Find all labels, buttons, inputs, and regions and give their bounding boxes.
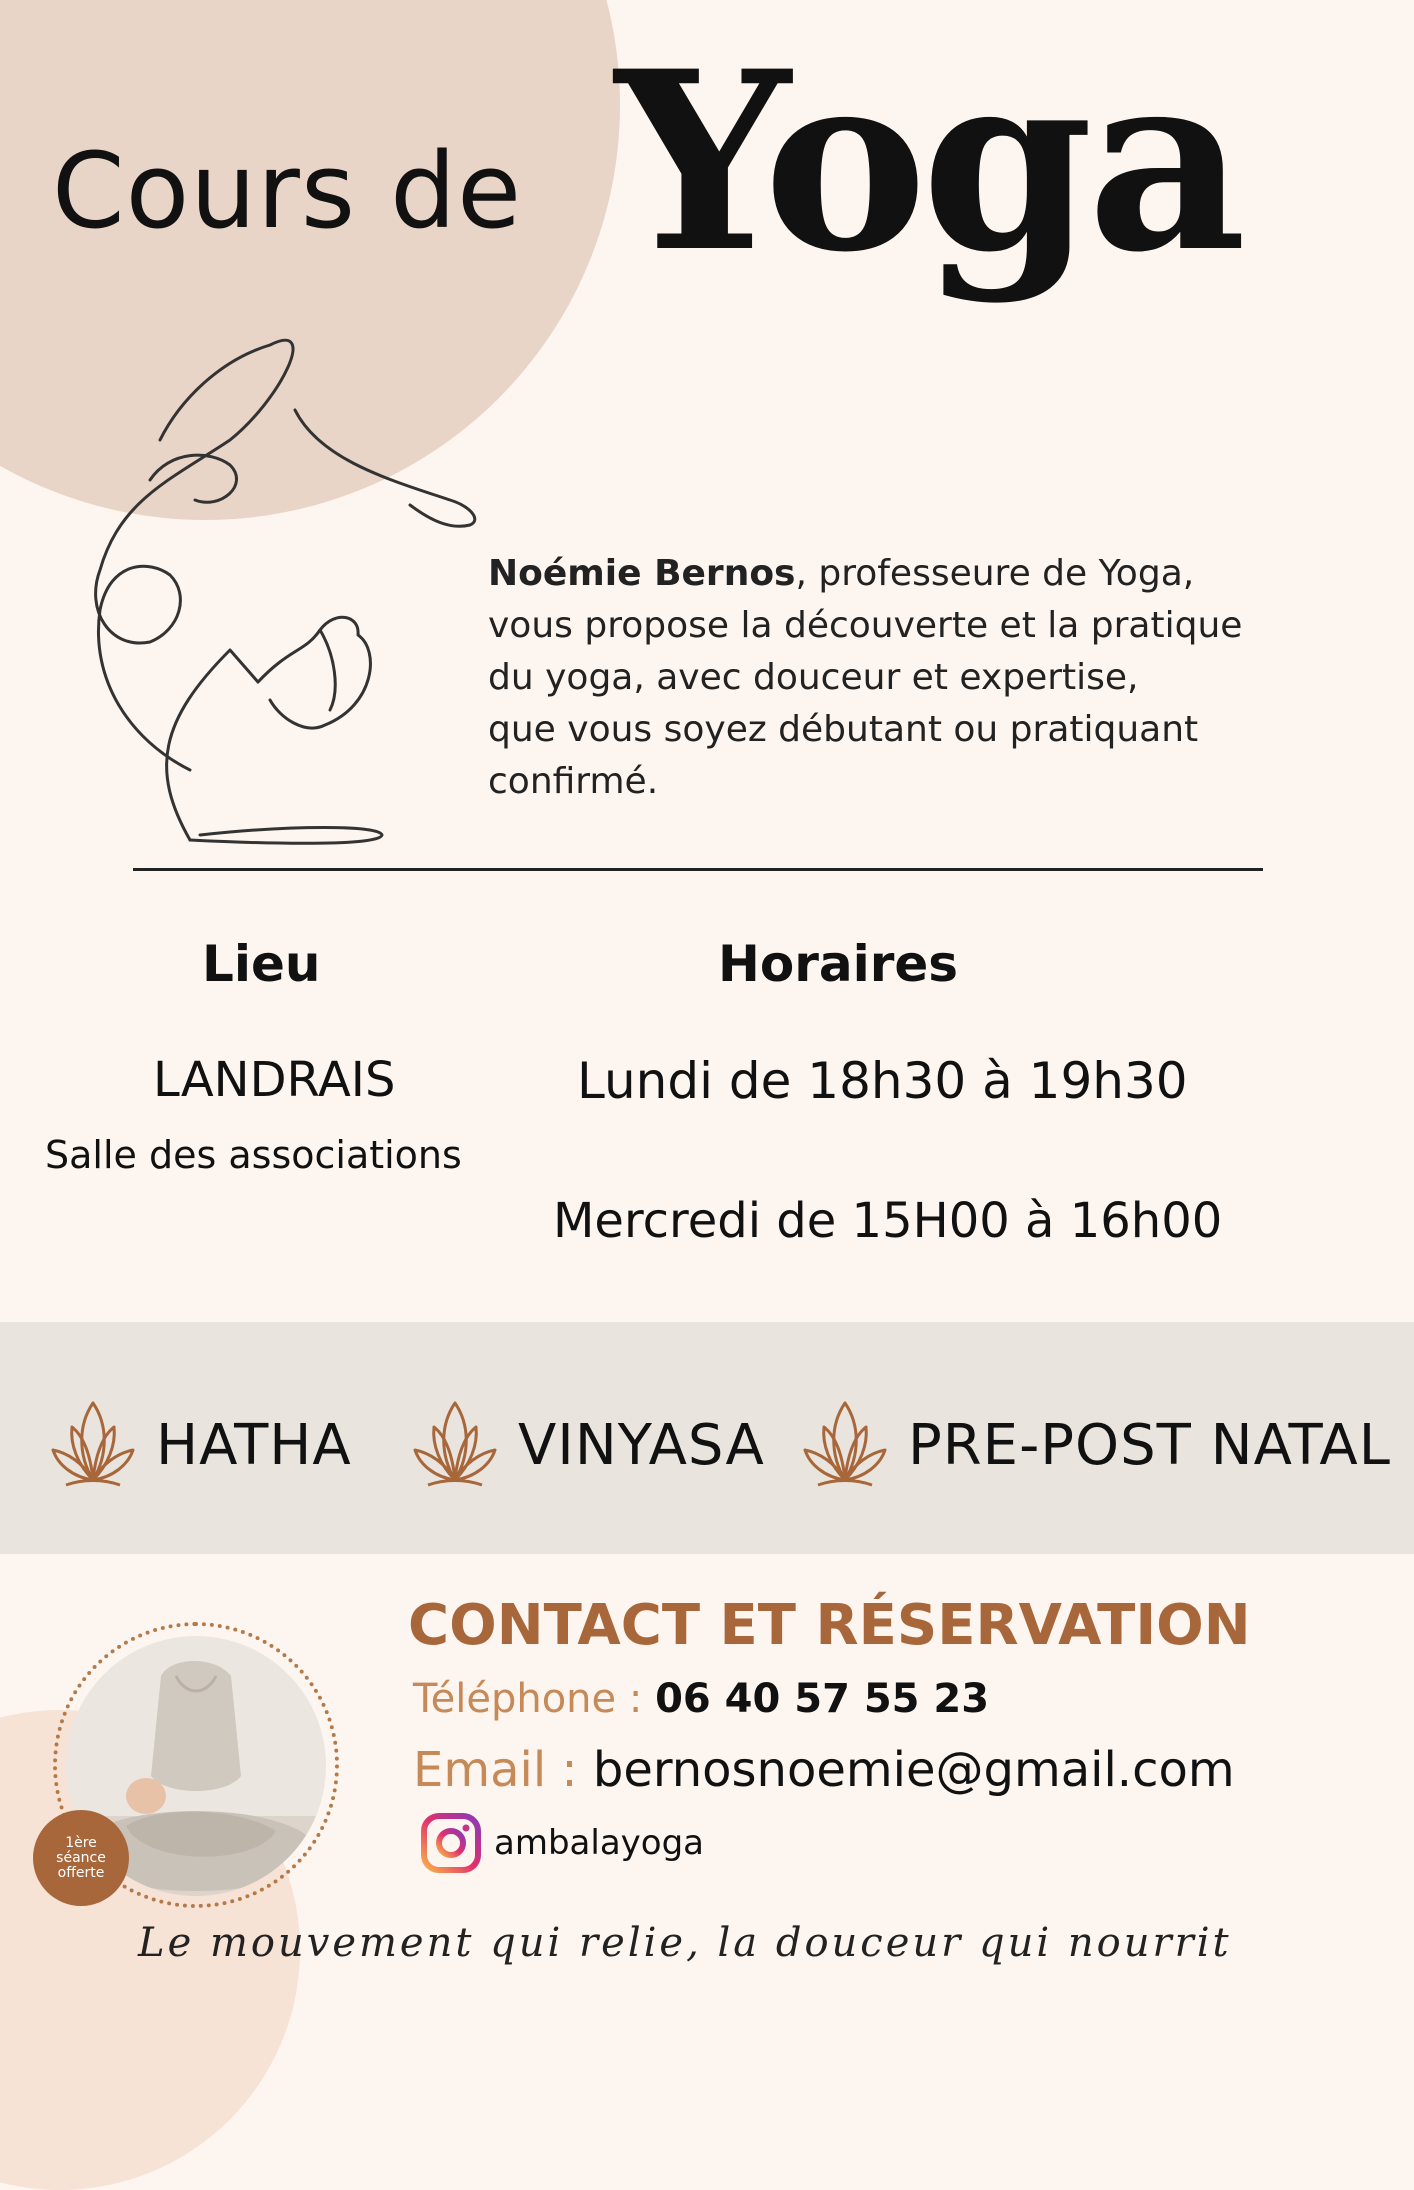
location-city: LANDRAIS (153, 1052, 396, 1108)
schedule-item: Mercredi de 15H00 à 16h00 (553, 1193, 1223, 1249)
instagram-icon (420, 1812, 482, 1874)
yoga-pose-line-drawing (90, 330, 520, 850)
page-title: Yoga (615, 18, 1241, 307)
schedule-item: Lundi de 18h30 à 19h30 (577, 1052, 1188, 1110)
horaires-heading: Horaires (718, 935, 959, 993)
style-item-pre-post-natal (800, 1390, 1391, 1500)
location-venue: Salle des associations (45, 1133, 462, 1177)
lieu-heading: Lieu (202, 935, 321, 993)
teacher-name: Noémie Bernos (488, 553, 796, 594)
divider (133, 868, 1263, 871)
instagram-line[interactable] (420, 1812, 704, 1874)
badge-text: séance (56, 1849, 106, 1866)
intro-text: , professeure de Yoga, (795, 553, 1195, 594)
phone-label: Téléphone : (413, 1676, 656, 1722)
style-item-hatha (48, 1390, 352, 1500)
phone-line (413, 1676, 989, 1722)
style-label: VINYASA (518, 1412, 765, 1478)
intro-paragraph (488, 548, 1308, 808)
lotus-icon (48, 1395, 138, 1495)
email-address[interactable]: bernosnoemie@gmail.com (592, 1742, 1235, 1798)
offer-badge (33, 1810, 129, 1906)
intro-text: que vous soyez débutant ou pratiquant (488, 709, 1199, 750)
tagline: Le mouvement qui relie, la douceur qui nourrit (138, 1920, 1232, 1966)
intro-text: du yoga, avec douceur et expertise, (488, 657, 1139, 698)
lotus-icon (800, 1395, 890, 1495)
badge-text: offerte (57, 1864, 105, 1881)
instagram-handle: ambalayoga (494, 1823, 704, 1863)
lotus-icon (410, 1395, 500, 1495)
email-label: Email : (413, 1742, 593, 1798)
contact-heading: CONTACT ET RÉSERVATION (408, 1593, 1251, 1658)
intro-text: vous propose la découverte et la pratique (488, 605, 1243, 646)
style-label: HATHA (156, 1412, 352, 1478)
style-label: PRE-POST NATAL (908, 1412, 1391, 1478)
style-item-vinyasa (410, 1390, 765, 1500)
title-prefix: Cours de (52, 130, 523, 252)
email-line (413, 1742, 1235, 1798)
phone-number[interactable]: 06 40 57 55 23 (655, 1676, 990, 1722)
intro-text: confirmé. (488, 761, 659, 802)
badge-text: 1ère (65, 1834, 97, 1851)
